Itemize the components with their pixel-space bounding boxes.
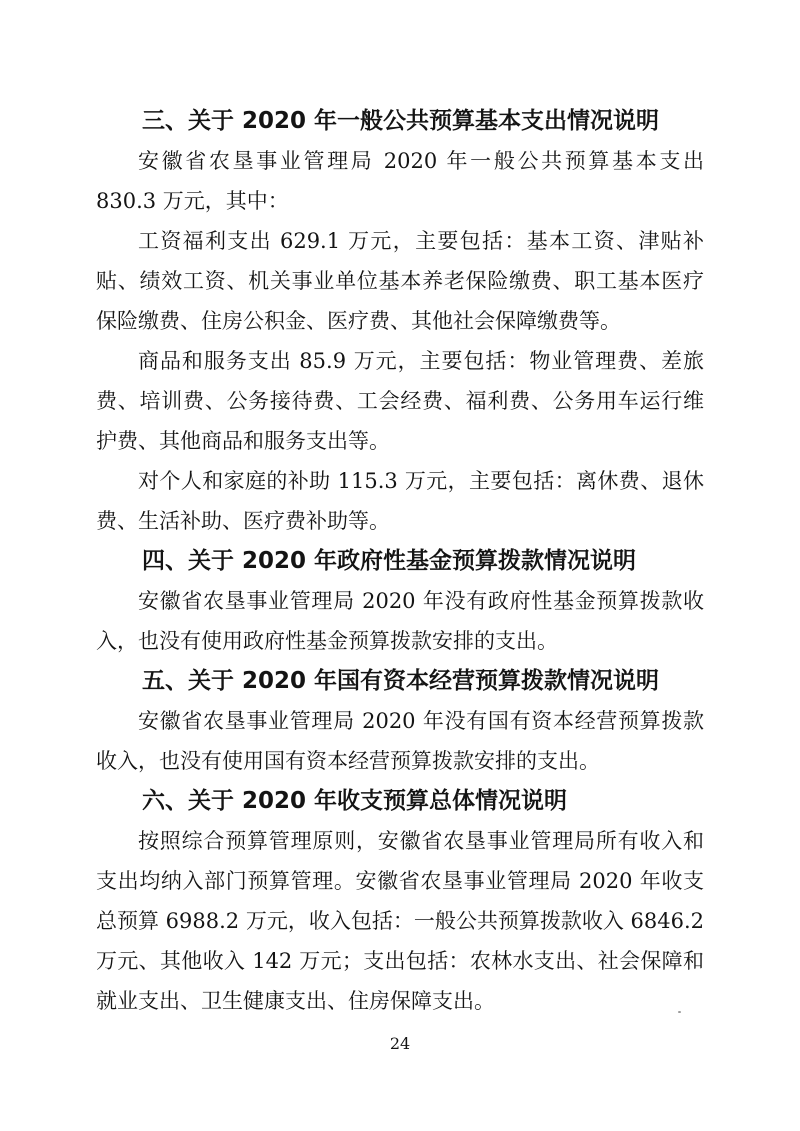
paragraph-government-fund: 安徽省农垦事业管理局 2020 年没有政府性基金预算拨款收入，也没有使用政府性基金预算拨款安排的支出。 [96,589,704,653]
paragraph-individual-family-subsidy: 对个人和家庭的补助 115.3 万元，主要包括：离休费、退休费、生活补助、医疗费补助等。 [96,469,704,533]
section-heading-6: 六、关于 2020 年收支预算总体情况说明 [142,788,568,814]
paragraph-overall-budget: 按照综合预算管理原则，安徽省农垦事业管理局所有收入和支出均纳入部门预算管理。安徽省农垦事业管理局 2020 年收支总预算 6988.2 万元，收入包括：一般公共预算拨款收入 6846.2 万元、其他收入 142 万元；支出包括：农林水支出、社会保障和就业支出、卫生健康支出、住房保障支出。 [96,829,704,1013]
paragraph-goods-services: 商品和服务支出 85.9 万元，主要包括：物业管理费、差旅费、培训费、公务接待费、工会经费、福利费、公务用车运行维护费、其他商品和服务支出等。 [96,349,704,453]
paragraph-state-capital: 安徽省农垦事业管理局 2020 年没有国有资本经营预算拨款收入，也没有使用国有资本经营预算拨款安排的支出。 [96,709,704,773]
section-heading-3: 三、关于 2020 年一般公共预算基本支出情况说明 [142,108,660,134]
paragraph-salary-welfare: 工资福利支出 629.1 万元，主要包括：基本工资、津贴补贴、绩效工资、机关事业单位基本养老保险缴费、职工基本医疗保险缴费、住房公积金、医疗费、其他社会保障缴费等。 [96,229,704,333]
scan-artifact-dot [678,1011,681,1013]
page-number: 24 [389,1034,411,1053]
section-heading-5: 五、关于 2020 年国有资本经营预算拨款情况说明 [142,668,660,694]
paragraph-basic-expenditure-total: 安徽省农垦事业管理局 2020 年一般公共预算基本支出 830.3 万元，其中： [96,149,704,213]
document-body [96,101,704,1021]
section-heading-4: 四、关于 2020 年政府性基金预算拨款情况说明 [142,548,637,574]
